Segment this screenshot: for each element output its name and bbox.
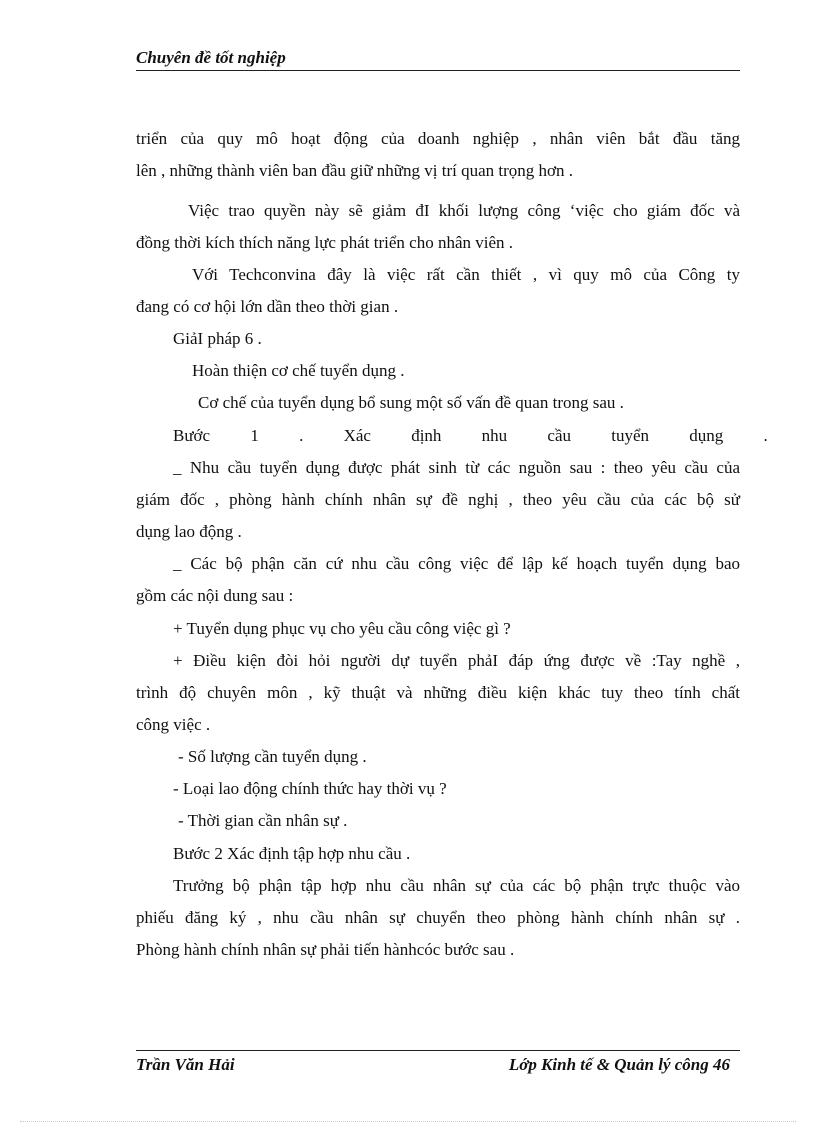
footer-divider [136,1050,740,1051]
paragraph-line: gồm các nội dung sau : [136,586,294,605]
paragraph-line: lên , những thành viên ban đầu giữ những vị trí quan trọng hơn . [136,161,574,180]
paragraph-line: + Điều kiện đòi hỏi người dự tuyển phảI đáp ứng được về :Tay nghề , [173,651,740,670]
paragraph-line: Bước 2 Xác định tập hợp nhu cầu . [173,844,411,863]
paragraph-line: _ Các bộ phận căn cứ nhu cầu công việc để lập kế hoạch tuyển dụng bao [173,554,740,573]
paragraph-line: Hoàn thiện cơ chế tuyển dụng . [192,361,405,380]
paragraph-line: - Thời gian cần nhân sự . [178,811,348,830]
paragraph-line: dụng lao động . [136,522,242,541]
paragraph-line: + Tuyển dụng phục vụ cho yêu cầu công việc gì ? [173,619,511,638]
paragraph-line: - Số lượng cần tuyển dụng . [178,747,367,766]
paragraph-line: - Loại lao động chính thức hay thời vụ ? [173,779,447,798]
paragraph-line: Phòng hành chính nhân sự phải tiến hànhcóc bước sau . [136,940,515,959]
paragraph-line: Cơ chế của tuyển dụng bổ sung một số vấn đề quan trong sau . [198,393,624,412]
paragraph-line: GiảI pháp 6 . [173,329,262,348]
footer-class-name: Lớp Kinh tế & Quản lý công 46 [508,1055,730,1074]
paragraph-line: Trưởng bộ phận tập hợp nhu cầu nhân sự của các bộ phận trực thuộc vào [173,876,740,895]
paragraph-line: đang có cơ hội lớn dần theo thời gian . [136,297,399,316]
paragraph-line: giám đốc , phòng hành chính nhân sự đề nghị , theo yêu cầu của các bộ sử [136,490,740,509]
paragraph-line: triển của quy mô hoạt động của doanh nghiệp , nhân viên bắt đầu tăng [136,129,740,148]
paragraph-line: trình độ chuyên môn , kỹ thuật và những điều kiện khác tuy theo tính chất [136,683,740,702]
page-header-title: Chuyên đề tốt nghiệp [136,48,286,67]
paragraph-line: đồng thời kích thích năng lực phát triển cho nhân viên . [136,233,514,252]
paragraph-line: Việc trao quyền này sẽ giảm đI khối lượng công ‘việc cho giám đốc và [188,201,740,220]
paragraph-line: phiếu đăng ký , nhu cầu nhân sự chuyển theo phòng hành chính nhân sự . [136,908,740,927]
paragraph-line: công việc . [136,715,211,734]
paragraph-line: _ Nhu cầu tuyển dụng được phát sinh từ các nguồn sau : theo yêu cầu của [173,458,740,477]
paragraph-line: Bước 1 . Xác định nhu cầu tuyển dụng . [173,426,768,445]
paragraph-line: Với Techconvina đây là việc rất cần thiết , vì quy mô của Công ty [192,265,740,284]
header-divider [136,70,740,71]
page-bottom-edge [20,1121,796,1122]
footer-author: Trần Văn Hải [136,1055,235,1074]
